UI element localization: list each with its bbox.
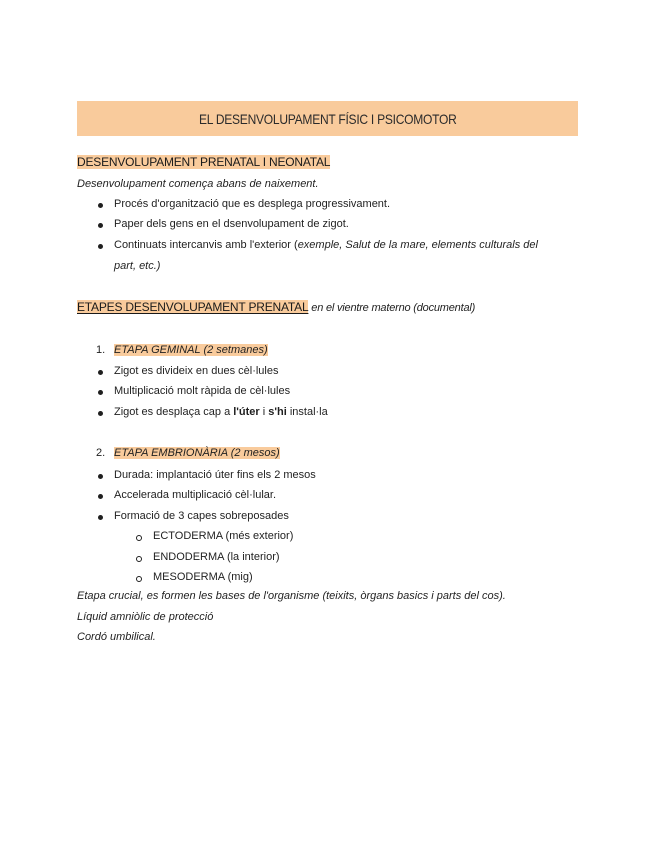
stage2-bullet-2: Accelerada multiplicació cèl·lular. bbox=[114, 489, 277, 501]
section1-bullet-3 bbox=[114, 239, 538, 251]
title-banner bbox=[77, 101, 578, 136]
bullet-dot bbox=[98, 474, 103, 479]
section1-bullet-2: Paper dels gens en el dsenvolupament de zigot. bbox=[114, 218, 349, 230]
stage2-title: ETAPA EMBRIONÀRIA (2 mesos) bbox=[114, 447, 280, 459]
stage1-title: ETAPA GEMINAL (2 setmanes) bbox=[114, 344, 268, 356]
sub-bullet-circle bbox=[136, 556, 142, 562]
bullet-dot bbox=[98, 203, 103, 208]
section1-bullet-3-cont: part, etc.) bbox=[114, 260, 161, 272]
stage1-bullet-3 bbox=[114, 406, 328, 418]
stage2-bullet-3: Formació de 3 capes sobreposades bbox=[114, 510, 289, 522]
bullet-dot bbox=[98, 515, 103, 520]
bullet-dot bbox=[98, 411, 103, 416]
stage1-bullet-3-mid: i bbox=[259, 406, 269, 418]
stage2-subbullet-3: MESODERMA (mig) bbox=[153, 571, 253, 583]
section1-heading-wrap bbox=[77, 155, 330, 169]
note-3: Cordó umbilical. bbox=[77, 631, 156, 643]
document-title: EL DESENVOLUPAMENT FÍSIC I PSICOMOTOR bbox=[198, 110, 457, 127]
section2-heading: ETAPES DESENVOLUPAMENT PRENATAL bbox=[77, 300, 309, 314]
sub-bullet-circle bbox=[136, 576, 142, 582]
bullet-dot bbox=[98, 244, 103, 249]
stage1-bullet-1: Zigot es divideix en dues cèl·lules bbox=[114, 365, 279, 377]
section1-bullet-3-italic: exemple, Salut de la mare, elements culturals del bbox=[297, 239, 538, 251]
bullet-dot bbox=[98, 223, 103, 228]
stage1-number: 1. bbox=[96, 344, 106, 356]
sub-bullet-circle bbox=[136, 535, 142, 541]
stage1-bullet-3-bold1: l'úter bbox=[233, 406, 260, 418]
stage2-title-wrap bbox=[114, 447, 280, 459]
stage2-subbullet-1: ECTODERMA (més exterior) bbox=[153, 530, 294, 542]
stage2-bullet-1: Durada: implantació úter fins els 2 mesos bbox=[114, 469, 316, 481]
stage1-bullet-3-pre: Zigot es desplaça cap a bbox=[114, 406, 234, 418]
section1-bullet-1: Procés d'organització que es desplega progressivament. bbox=[114, 198, 391, 210]
section2-heading-wrap bbox=[77, 300, 475, 314]
bullet-dot bbox=[98, 370, 103, 375]
note-2: Líquid amniòlic de protecció bbox=[77, 611, 214, 623]
stage1-bullet-3-bold2: s'hi bbox=[268, 406, 287, 418]
note-1: Etapa crucial, es formen les bases de l'organisme (teixits, òrgans basics i parts del cos). bbox=[77, 590, 506, 602]
section1-bullet-3-text: Continuats intercanvis amb l'exterior ( bbox=[114, 239, 298, 251]
stage1-bullet-2: Multiplicació molt ràpida de cèl·lules bbox=[114, 385, 291, 397]
section1-intro: Desenvolupament comença abans de naixement. bbox=[77, 178, 319, 190]
section1-heading: DESENVOLUPAMENT PRENATAL I NEONATAL bbox=[77, 155, 331, 169]
bullet-dot bbox=[98, 494, 103, 499]
stage2-subbullet-2: ENDODERMA (la interior) bbox=[153, 551, 280, 563]
stage1-title-wrap bbox=[114, 344, 268, 356]
bullet-dot bbox=[98, 390, 103, 395]
stage1-bullet-3-post: instal·la bbox=[286, 406, 328, 418]
stage2-number: 2. bbox=[96, 447, 106, 459]
section2-heading-suffix: en el vientre materno (documental) bbox=[308, 302, 476, 314]
